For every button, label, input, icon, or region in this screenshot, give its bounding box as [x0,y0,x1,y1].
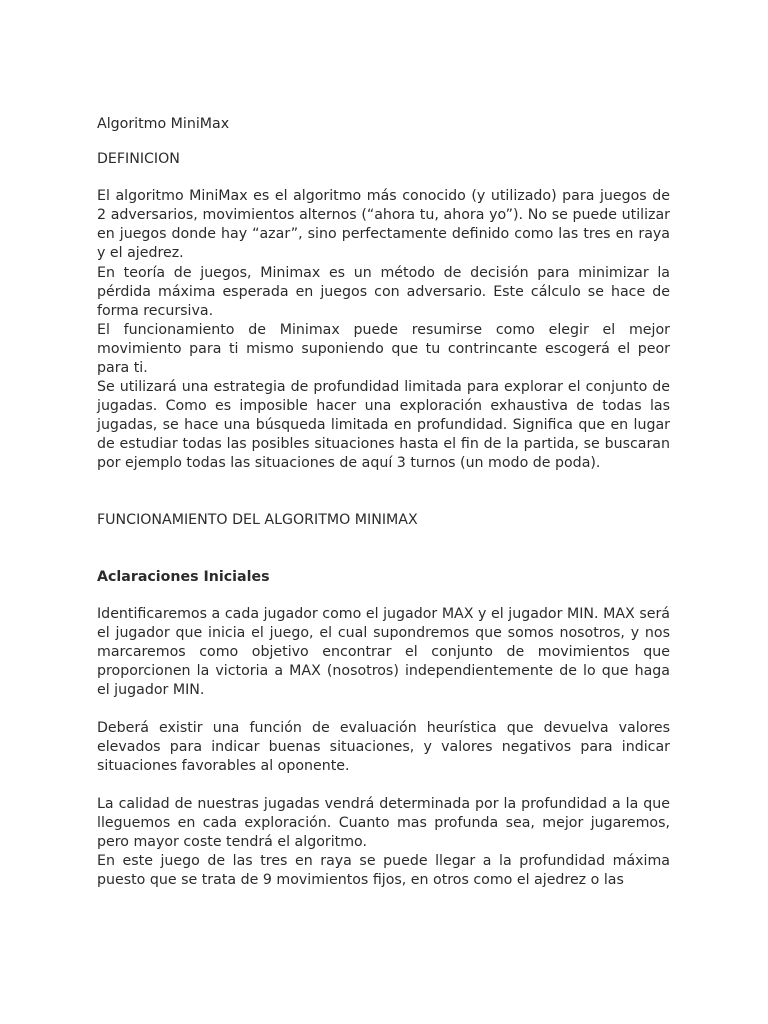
section-heading-funcionamiento: FUNCIONAMIENTO DEL ALGORITMO MINIMAX [97,512,418,528]
document-title: Algoritmo MiniMax [97,116,230,132]
paragraph-definicion-3: El funcionamiento de Minimax puede resumirse como elegir el mejor movimiento para ti mismo suponiendo que tu contrincante escogerá el peor para ti. [97,322,670,376]
paragraph-aclaraciones-3: La calidad de nuestras jugadas vendrá determinada por la profundidad a la que lleguemos en cada exploración. Cuanto mas profunda sea, mejor jugaremos, pero mayor coste tendrá el algoritmo. [97,796,670,850]
subheading-aclaraciones: Aclaraciones Iniciales [97,569,270,585]
paragraph-definicion-2: En teoría de juegos, Minimax es un método de decisión para minimizar la pérdida máxima esperada en juegos con adversario. Este cálculo se hace de forma recursiva. [97,265,670,319]
paragraph-aclaraciones-2: Deberá existir una función de evaluación heurística que devuelva valores elevados para indicar buenas situaciones, y valores negativos para indicar situaciones favorables al oponente. [97,720,670,774]
paragraph-aclaraciones-1: Identificaremos a cada jugador como el jugador MAX y el jugador MIN. MAX será el jugador que inicia el juego, el cual supondremos que somos nosotros, y nos marcaremos como objetivo encontrar el conjunto de movimientos que proporcionen la victoria a MAX (nosotros) independientemente de lo que haga el jugador MIN. [97,606,670,698]
paragraph-definicion-1: El algoritmo MiniMax es el algoritmo más conocido (y utilizado) para juegos de 2 adversarios, movimientos alternos (“ahora tu, ahora yo”). No se puede utilizar en juegos donde hay “azar”, sino perfectamente definido como las tres en raya y el ajedrez. [97,188,670,261]
paragraph-definicion-4: Se utilizará una estrategia de profundidad limitada para explorar el conjunto de jugadas. Como es imposible hacer una exploración exhaustiva de todas las jugadas, se hace una búsqueda limitada en profundidad. Significa que en lugar de estudiar todas las posibles situaciones hasta el fin de la partida, se buscaran por ejemplo todas las situaciones de aquí 3 turnos (un modo de poda). [97,379,670,471]
section-heading-definicion: DEFINICION [97,151,180,167]
paragraph-aclaraciones-4: En este juego de las tres en raya se puede llegar a la profundidad máxima puesto que se trata de 9 movimientos fijos, en otros como el ajedrez o las [97,853,670,888]
